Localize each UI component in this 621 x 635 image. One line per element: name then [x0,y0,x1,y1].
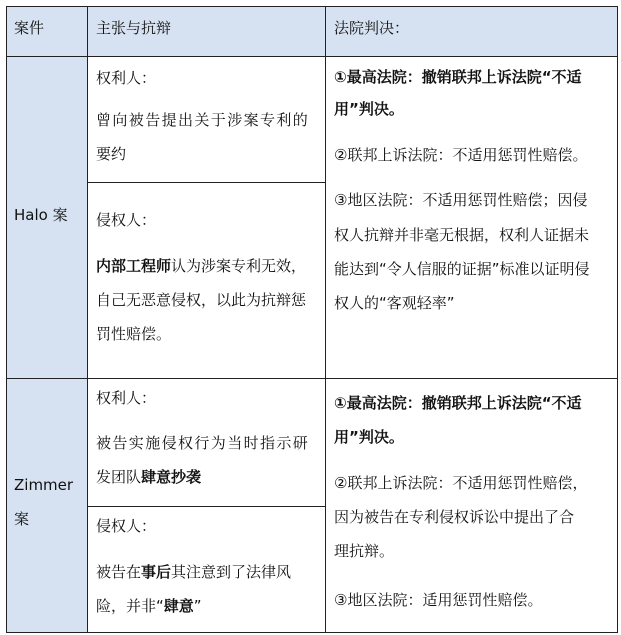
halo-infringer-text-1 [96,255,306,277]
case-name-zimmer-1: Zimmer [14,476,74,494]
zimmer-patentee-label: 权利人： [96,389,157,407]
halo-judgment-1a: ①最高法院：撤销联邦上诉法院“不适 [334,68,582,86]
table-border-top [6,6,618,7]
zimmer-judgment-1a: ①最高法院：撤销联邦上诉法院“不适 [334,394,582,412]
zimmer-infringer-post1: 其注意到了法律风 [171,563,292,581]
halo-judgment-2: ②联邦上诉法院：不适用惩罚性赔偿。 [334,146,588,164]
halo-patentee-label: 权利人： [96,69,157,87]
halo-patentee-text-2: 要约 [96,145,127,163]
zimmer-sub-divider [87,506,325,507]
zimmer-patentee-text-1: 被告实施侵权行为当时指示研 [96,434,310,452]
zimmer-judgment-3: ③地区法院：适用惩罚性赔偿。 [334,591,543,609]
zimmer-infringer-label: 侵权人： [96,517,157,535]
zimmer-judgment-2b: 因为被告在专利侵权诉讼中提出了合 [334,508,575,526]
halo-judgment-3b: 权人抗辩并非毫无根据，权利人证据未 [334,226,590,244]
zimmer-patentee-prefix: 发团队 [96,468,142,486]
halo-judgment-3c: 能达到“令人信服的证据”标准以证明侵 [334,260,590,278]
halo-infringer-rest: 认为涉案专利无效， [171,257,307,275]
halo-infringer-text-3: 罚性赔偿。 [96,325,172,343]
zimmer-infringer-pre2: 险，并非“ [96,597,164,615]
table-border-right [617,6,618,633]
halo-judgment-3d: 权人的“客观轻率” [334,294,455,312]
table-border-bottom [6,632,618,633]
halo-infringer-bold: 内部工程师 [96,257,172,275]
halo-patentee-text-1: 曾向被告提出关于涉案专利的 [96,111,310,129]
zimmer-infringer-pre1: 被告在 [96,563,142,581]
halo-sub-divider [87,182,325,183]
zimmer-patentee-text-2 [96,466,201,488]
zimmer-infringer-text-1 [96,561,291,583]
zimmer-infringer-bold1: 事后 [141,563,172,581]
header-claims: 主张与抗辩 [96,19,172,37]
col-divider-2 [325,6,326,633]
halo-judgment-3a: ③地区法院：不适用惩罚性赔偿；因侵 [334,191,588,209]
zimmer-patentee-bold: 肆意抄袭 [141,468,202,486]
header-judgment: 法院判决： [334,19,410,37]
zimmer-infringer-post2: ” [193,597,202,615]
row-divider [6,378,618,379]
header-case: 案件 [14,19,45,37]
zimmer-infringer-bold2: 肆意 [163,597,194,615]
zimmer-judgment-2c: 理抗辩。 [334,542,395,560]
case-name-halo: Halo 案 [14,206,68,224]
col-divider-1 [87,6,88,633]
zimmer-infringer-text-2 [96,595,202,617]
halo-infringer-text-2: 自己无恶意侵权，以此为抗辩惩 [96,291,307,309]
case-label-zimmer-bg [6,378,87,632]
zimmer-judgment-1b: 用”判决。 [334,428,404,446]
halo-infringer-label: 侵权人： [96,211,157,229]
case-name-zimmer-2: 案 [14,510,30,528]
zimmer-judgment-2a: ②联邦上诉法院：不适用惩罚性赔偿， [334,474,588,492]
header-divider [6,56,618,57]
table-border-left [6,6,7,633]
halo-judgment-1b: 用”判决。 [334,100,404,118]
